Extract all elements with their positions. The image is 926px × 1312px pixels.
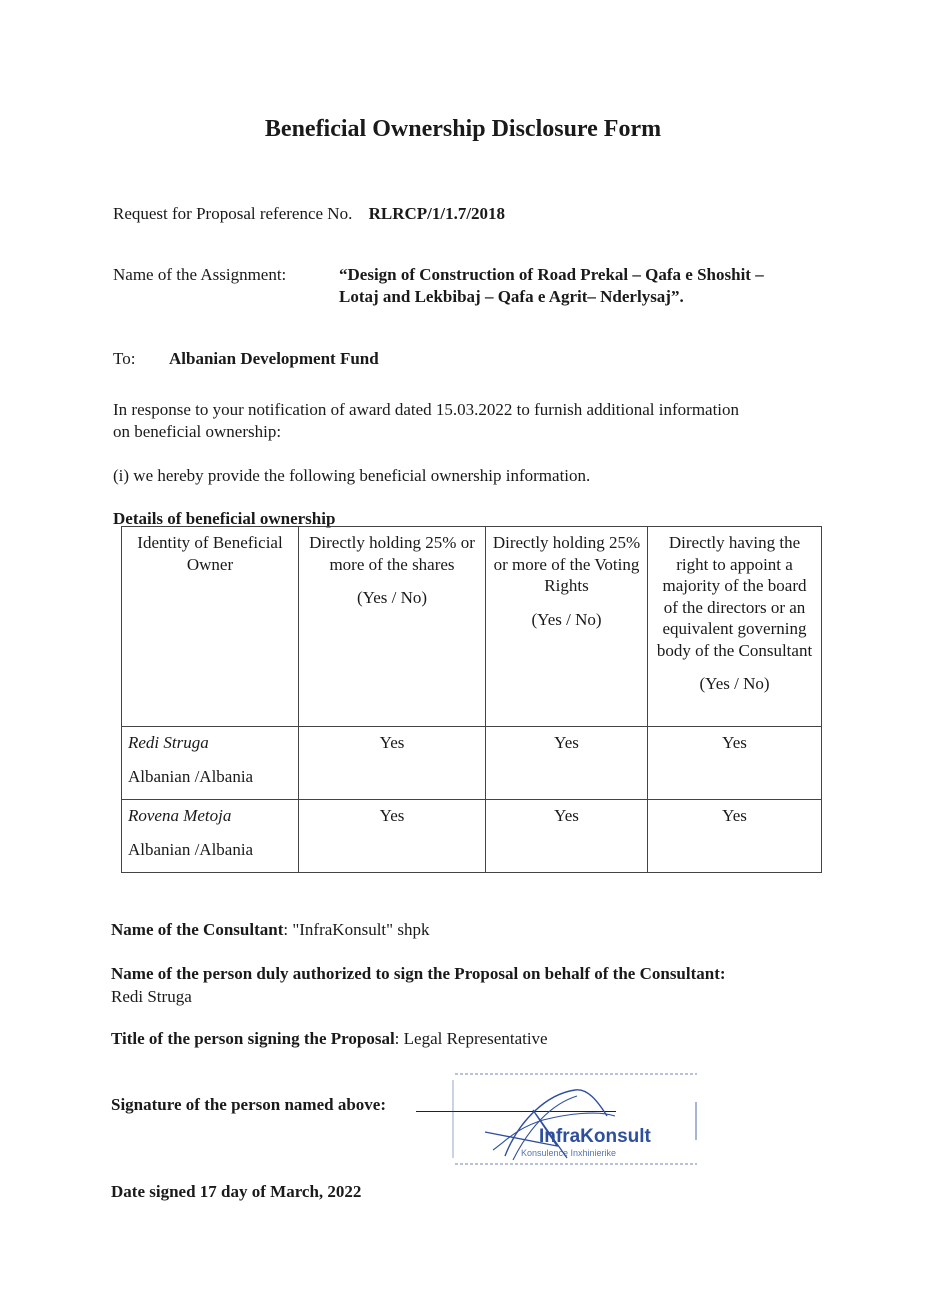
rfp-value: RLRCP/1/1.7/2018 (368, 204, 506, 223)
header-voting-label: Directly holding 25% or more of the Voting Rights (492, 533, 641, 595)
signer-title-label: Title of the person signing the Proposal (111, 1029, 395, 1048)
assignment-line-2: Lotaj and Lekbibaj – Qafa e Agrit– Nderlysaj”. (339, 287, 684, 306)
header-identity (122, 527, 299, 727)
response-line-1: In response to your notification of award dated 15.03.2022 to furnish additional information (113, 400, 740, 419)
owner-name: Redi Struga (128, 733, 209, 752)
table-row (122, 800, 822, 873)
provide-statement: (i) we hereby provide the following beneficial ownership information. (113, 466, 591, 485)
board-cell: Yes (648, 800, 822, 873)
response-line-2: on beneficial ownership: (113, 422, 282, 441)
owner-cell (122, 727, 299, 800)
header-identity-label: Identity of Beneficial Owner (137, 533, 283, 574)
voting-cell: Yes (486, 727, 648, 800)
assignment-line-1: “Design of Construction of Road Prekal – Qafa e Shoshit – (339, 265, 764, 284)
authorized-label: Name of the person duly authorized to sign the Proposal on behalf of the Consultant: (111, 964, 726, 983)
voting-cell: Yes (486, 800, 648, 873)
table-header-row (122, 527, 822, 727)
shares-cell: Yes (299, 727, 486, 800)
header-shares-label: Directly holding 25% or more of the shares (309, 533, 475, 574)
consultant-value: : "InfraKonsult" shpk (283, 920, 430, 939)
stamp-tagline: Konsulence Inxhinierike (521, 1148, 617, 1158)
table-row (122, 727, 822, 800)
owner-cell (122, 800, 299, 873)
signer-title-value: : Legal Representative (394, 1029, 548, 1048)
board-cell: Yes (648, 727, 822, 800)
authorized-value: Redi Struga (111, 987, 192, 1006)
ownership-table (121, 526, 822, 873)
owner-nationality: Albanian /Albania (128, 839, 254, 859)
owner-name: Rovena Metoja (128, 806, 232, 825)
shares-cell: Yes (299, 800, 486, 873)
company-stamp-signature (447, 1070, 703, 1170)
signer-title (111, 1028, 548, 1050)
header-voting-yes-no: (Yes / No) (531, 609, 602, 629)
rfp-reference (113, 203, 505, 225)
consultant-name (111, 919, 429, 941)
to-label: To: (113, 349, 136, 368)
header-board-yes-no: (Yes / No) (699, 674, 770, 693)
header-board-label: Directly having the right to appoint a majority of the board of the directors or an equivalent governing body of the Consultant (656, 533, 813, 660)
assignment-label: Name of the Assignment: (113, 265, 287, 284)
rfp-label: Request for Proposal reference No. (113, 204, 353, 223)
header-board (648, 527, 822, 727)
consultant-label: Name of the Consultant (111, 920, 284, 939)
date-signed: Date signed 17 day of March, 2022 (111, 1182, 362, 1201)
form-title: Beneficial Ownership Disclosure Form (264, 116, 662, 142)
header-shares-yes-no: (Yes / No) (356, 588, 428, 607)
owner-nationality: Albanian /Albania (128, 766, 254, 786)
header-voting (486, 527, 648, 727)
stamp-brand: InfraKonsult (539, 1126, 651, 1147)
signature-label: Signature of the person named above: (111, 1095, 386, 1114)
details-heading: Details of beneficial ownership (113, 509, 336, 528)
to-recipient: Albanian Development Fund (169, 349, 379, 368)
header-shares (299, 527, 486, 727)
